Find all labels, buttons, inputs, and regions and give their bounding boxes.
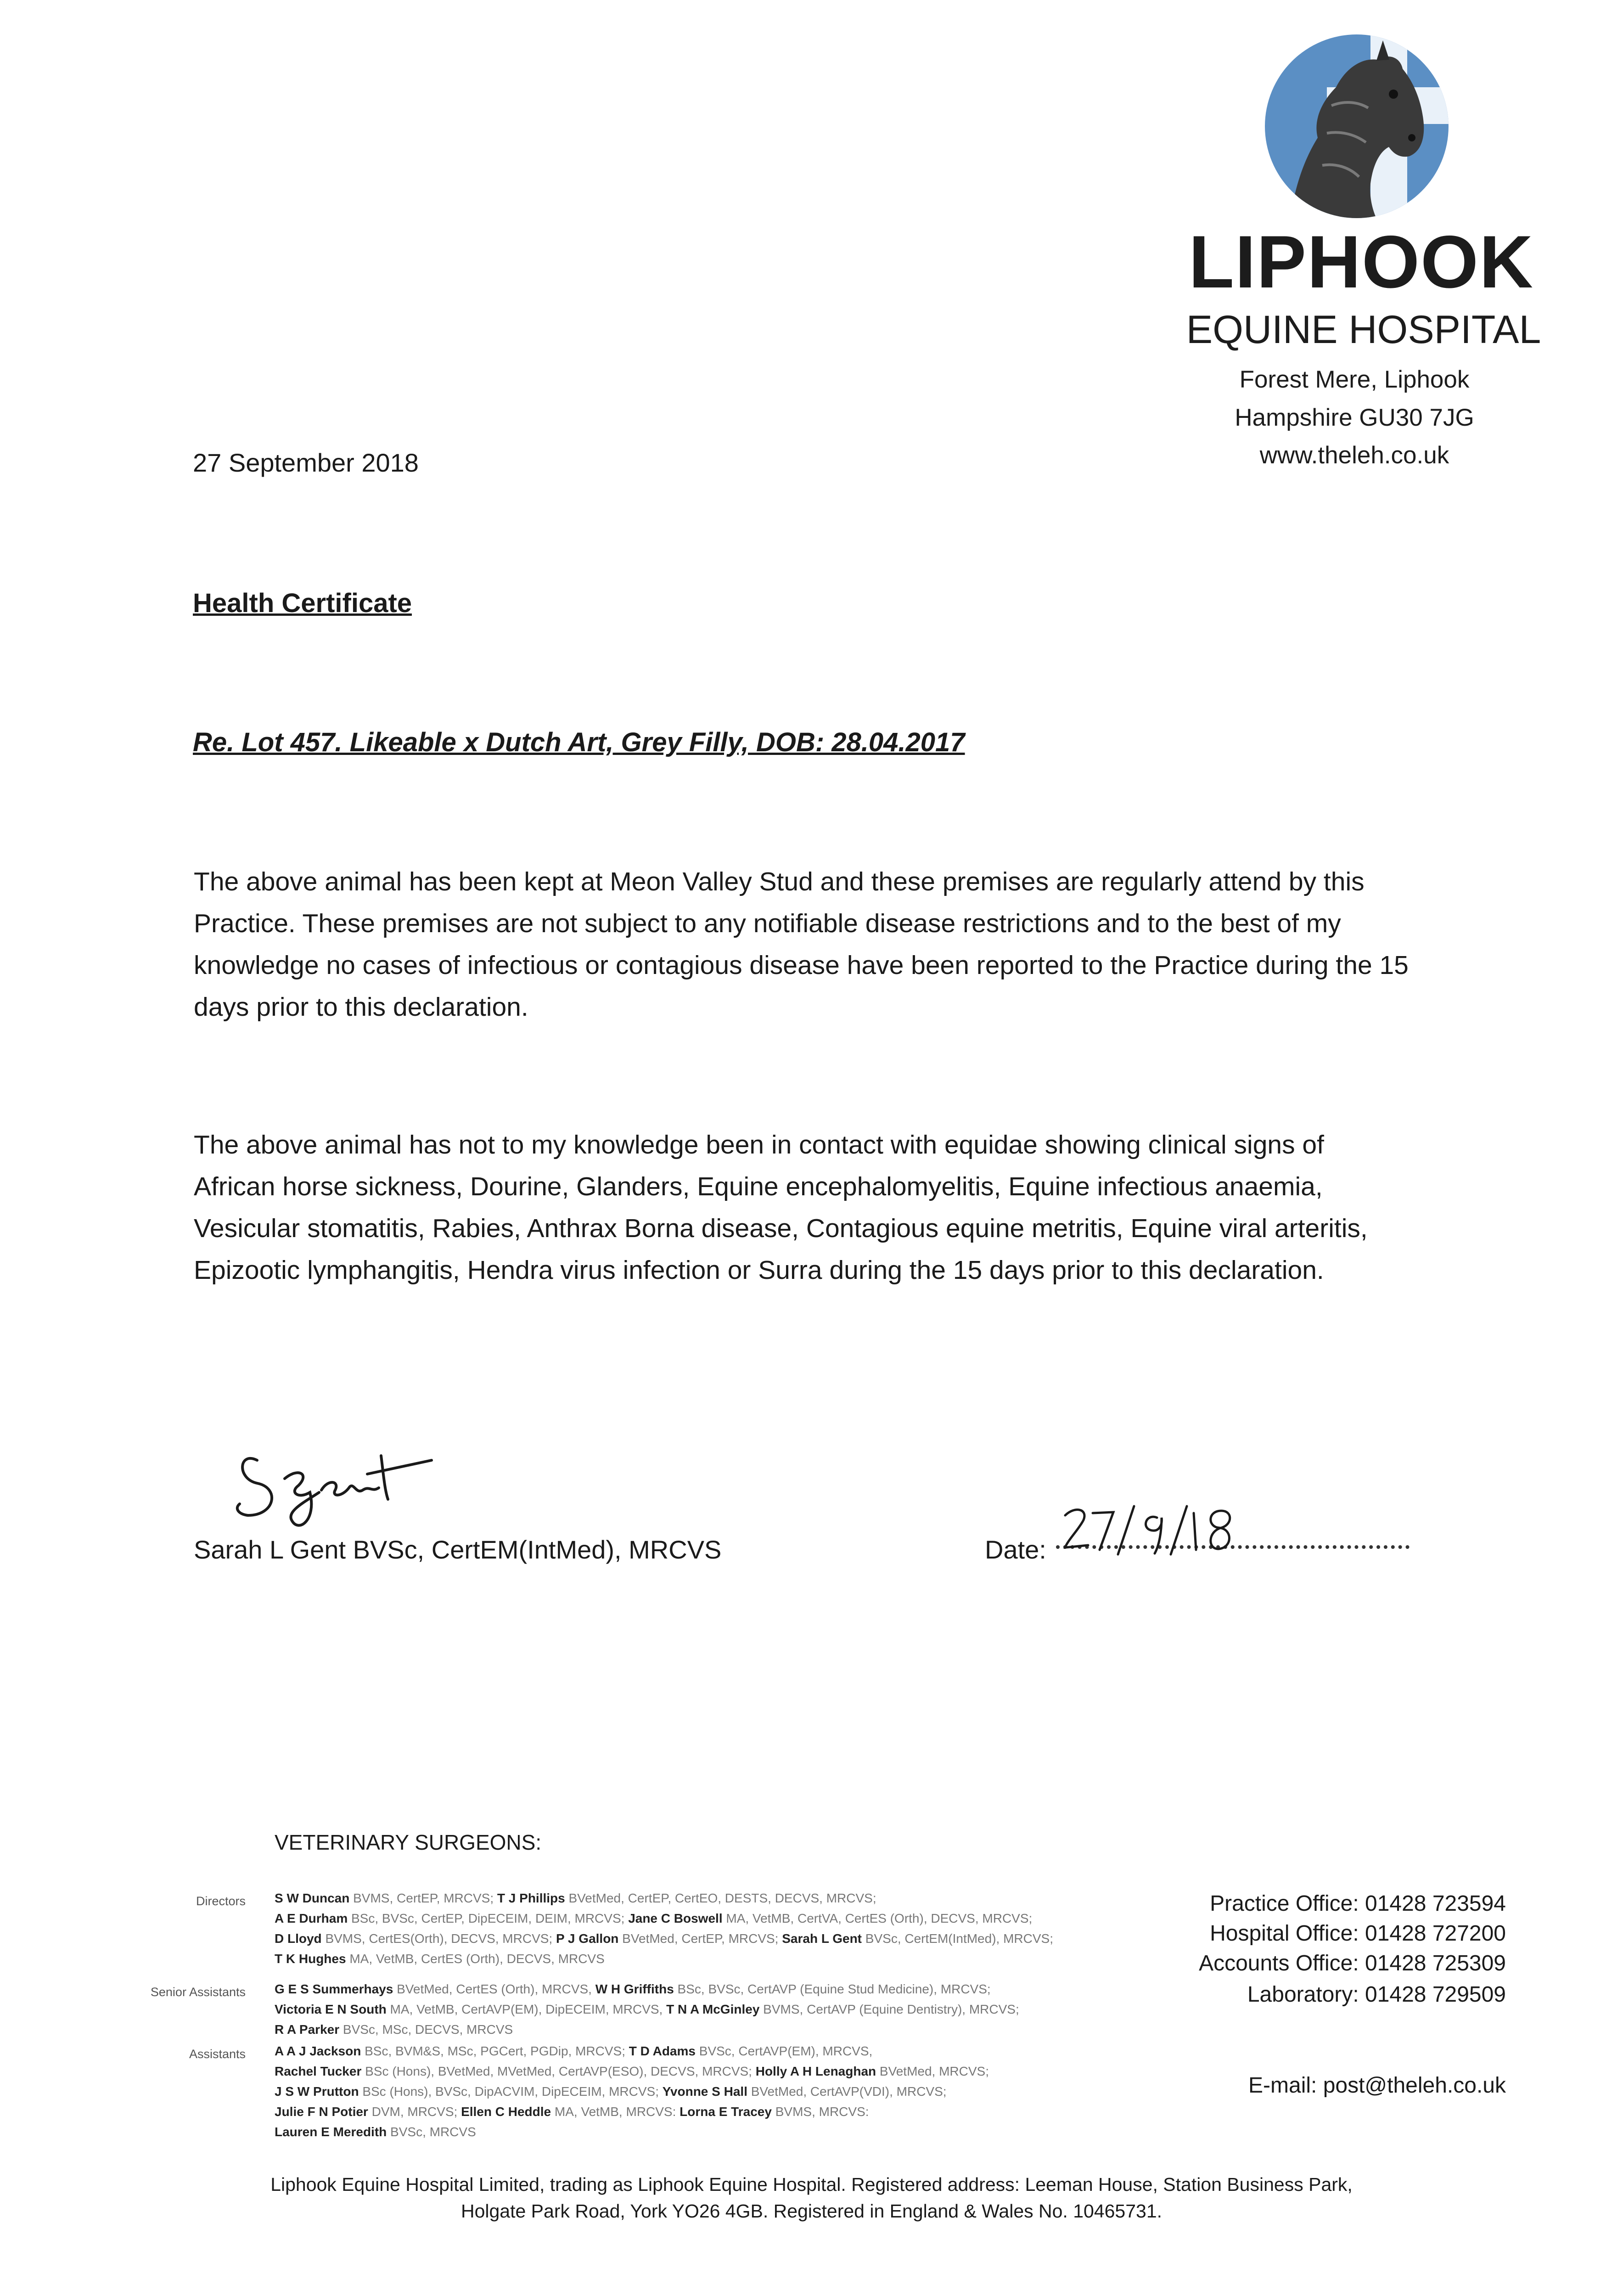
staff-member-qualifications: BVMS, MRCVS: — [771, 2105, 869, 2119]
staff-line — [275, 2061, 1184, 2082]
staff-line — [275, 1979, 1184, 1999]
paragraph-2 — [194, 1124, 1521, 1291]
staff-member-name: G E S Summerhays — [275, 1982, 393, 1996]
certificate-title: Health Certificate — [193, 588, 412, 618]
accounts-office-phone: Accounts Office: 01428 725309 — [1199, 1951, 1506, 1975]
staff-member-qualifications: BVetMed, CertEP, MRCVS; — [618, 1931, 782, 1946]
staff-member-qualifications: MA, VetMB, MRCVS: — [551, 2105, 680, 2119]
paragraph-1 — [194, 861, 1521, 1028]
paragraph-1-line: days prior to this declaration. — [194, 992, 528, 1022]
reference-line: Re. Lot 457. Likeable x Dutch Art, Grey Filly, DOB: 28.04.2017 — [193, 727, 965, 757]
staff-line — [275, 1888, 1184, 1908]
staff-category: Directors — [196, 1894, 246, 1908]
staff-member-qualifications: BSc (Hons), BVetMed, MVetMed, CertAVP(ESO), DECVS, MRCVS; — [361, 2064, 756, 2078]
brand-subtitle: EQUINE HOSPITAL — [1186, 308, 1541, 352]
staff-line — [275, 1999, 1184, 2020]
staff-member-qualifications: MA, VetMB, CertES (Orth), DECVS, MRCVS — [346, 1952, 605, 1966]
staff-member-qualifications: BVSc, CertEM(IntMed), MRCVS; — [862, 1931, 1053, 1946]
staff-member-name: D Lloyd — [275, 1931, 322, 1946]
staff-member-qualifications: BSc, BVSc, CertEP, DipECEIM, DEIM, MRCVS; — [348, 1911, 629, 1925]
staff-member-qualifications: BVSc, MSc, DECVS, MRCVS — [339, 2022, 513, 2037]
paragraph-1-line: Practice. These premises are not subject to any notifiable disease restrictions and to the best of my — [194, 909, 1341, 938]
laboratory-phone: Laboratory: 01428 729509 — [1247, 1982, 1506, 2007]
staff-member-qualifications: BSc (Hons), BVSc, DipACVIM, DipECEIM, MRCVS; — [359, 2084, 663, 2099]
staff-member-qualifications: BSc, BVSc, CertAVP (Equine Stud Medicine), MRCVS; — [674, 1982, 991, 1996]
vet-surgeons-heading: VETERINARY SURGEONS: — [275, 1830, 542, 1854]
staff-member-qualifications: BSc, BVM&S, MSc, PGCert, PGDip, MRCVS; — [361, 2044, 629, 2058]
staff-member-name: Ellen C Heddle — [461, 2105, 551, 2119]
staff-line — [275, 1949, 1184, 1969]
footer-line: Liphook Equine Hospital Limited, trading as Liphook Equine Hospital. Registered address: Leeman House, Station Business Park, — [270, 2174, 1353, 2195]
staff-member-name: T D Adams — [629, 2044, 696, 2058]
staff-list-senior-assistants — [275, 1979, 1184, 2040]
staff-list-directors — [275, 1888, 1184, 1969]
staff-member-name: Sarah L Gent — [782, 1931, 862, 1946]
staff-member-name: W H Griffiths — [595, 1982, 674, 1996]
staff-member-name: R A Parker — [275, 2022, 340, 2037]
staff-member-qualifications: BVetMed, CertES (Orth), MRCVS, — [393, 1982, 595, 1996]
staff-member-name: P J Gallon — [556, 1931, 619, 1946]
staff-member-name: A E Durham — [275, 1911, 348, 1925]
staff-line — [275, 2102, 1184, 2122]
staff-line — [275, 2082, 1184, 2102]
signer-name: Sarah L Gent BVSc, CertEM(IntMed), MRCVS — [194, 1535, 722, 1564]
staff-member-qualifications: BVMS, CertAVP (Equine Dentistry), MRCVS; — [759, 2002, 1019, 2016]
staff-member-qualifications: MA, VetMB, CertVA, CertES (Orth), DECVS, MRCVS; — [722, 1911, 1033, 1925]
staff-member-name: T K Hughes — [275, 1952, 346, 1966]
staff-member-name: Lorna E Tracey — [680, 2105, 772, 2119]
staff-member-name: S W Duncan — [275, 1891, 350, 1905]
staff-member-qualifications: BVetMed, CertEP, CertEO, DESTS, DECVS, MRCVS; — [565, 1891, 876, 1905]
address-line-1: Forest Mere, Liphook — [1239, 366, 1470, 393]
staff-member-qualifications: DVM, MRCVS; — [368, 2105, 461, 2119]
website-link[interactable]: www.theleh.co.uk — [1259, 442, 1449, 469]
staff-member-name: Lauren E Meredith — [275, 2125, 387, 2139]
paragraph-2-line: Vesicular stomatitis, Rabies, Anthrax Borna disease, Contagious equine metritis, Equine viral arteritis, — [194, 1214, 1368, 1243]
staff-member-qualifications: BVetMed, CertAVP(VDI), MRCVS; — [747, 2084, 947, 2099]
email-address[interactable]: E-mail: post@theleh.co.uk — [1248, 2073, 1506, 2098]
staff-member-name: J S W Prutton — [275, 2084, 359, 2099]
paragraph-2-line: The above animal has not to my knowledge been in contact with equidae showing clinical signs of — [194, 1130, 1324, 1159]
handwritten-date — [1061, 1499, 1253, 1559]
staff-line — [275, 1908, 1184, 1929]
staff-member-qualifications: BVMS, CertEP, MRCVS; — [349, 1891, 497, 1905]
staff-member-qualifications: MA, VetMB, CertAVP(EM), DipECEIM, MRCVS, — [386, 2002, 667, 2016]
staff-member-qualifications: BVSc, MRCVS — [387, 2125, 476, 2139]
letter-date: 27 September 2018 — [193, 448, 419, 477]
hospital-office-phone: Hospital Office: 01428 727200 — [1210, 1921, 1506, 1946]
registration-footer — [92, 2171, 1531, 2224]
staff-line — [275, 2020, 1184, 2040]
staff-member-name: Jane C Boswell — [628, 1911, 723, 1925]
staff-member-qualifications: BVSc, CertAVP(EM), MRCVS, — [695, 2044, 873, 2058]
practice-office-phone: Practice Office: 01428 723594 — [1210, 1891, 1506, 1916]
paragraph-2-line: Epizootic lymphangitis, Hendra virus infection or Surra during the 15 days prior to this declaration. — [194, 1255, 1324, 1285]
paragraph-1-line: knowledge no cases of infectious or contagious disease have been reported to the Practice during the 15 — [194, 951, 1409, 980]
staff-line — [275, 1929, 1184, 1949]
staff-member-name: Holly A H Lenaghan — [755, 2064, 876, 2078]
staff-member-name: Rachel Tucker — [275, 2064, 362, 2078]
staff-category: Senior Assistants — [150, 1985, 246, 1999]
staff-member-name: T J Phillips — [497, 1891, 565, 1905]
brand-name: LIPHOOK — [1188, 220, 1534, 304]
staff-member-name: Victoria E N South — [275, 2002, 387, 2016]
staff-member-qualifications: BVMS, CertES(Orth), DECVS, MRCVS; — [321, 1931, 556, 1946]
date-field-label: Date: — [985, 1535, 1046, 1564]
footer-line: Holgate Park Road, York YO26 4GB. Registered in England & Wales No. 10465731. — [461, 2200, 1162, 2222]
staff-category: Assistants — [189, 2047, 246, 2061]
staff-line — [275, 2122, 1184, 2142]
staff-list-assistants — [275, 2041, 1184, 2142]
staff-member-name: Julie F N Potier — [275, 2105, 368, 2119]
staff-member-name: A A J Jackson — [275, 2044, 361, 2058]
address-line-2: Hampshire GU30 7JG — [1235, 404, 1474, 431]
staff-member-qualifications: BVetMed, MRCVS; — [876, 2064, 989, 2078]
handwritten-signature — [230, 1424, 450, 1538]
paragraph-2-line: African horse sickness, Dourine, Glanders, Equine encephalomyelitis, Equine infectious anaemia, — [194, 1172, 1323, 1201]
staff-member-name: Yvonne S Hall — [662, 2084, 747, 2099]
paragraph-1-line: The above animal has been kept at Meon Valley Stud and these premises are regularly attend by this — [194, 867, 1365, 896]
staff-member-name: T N A McGinley — [666, 2002, 760, 2016]
staff-line — [275, 2041, 1184, 2061]
horse-head-cross-emblem-icon — [1263, 32, 1451, 220]
